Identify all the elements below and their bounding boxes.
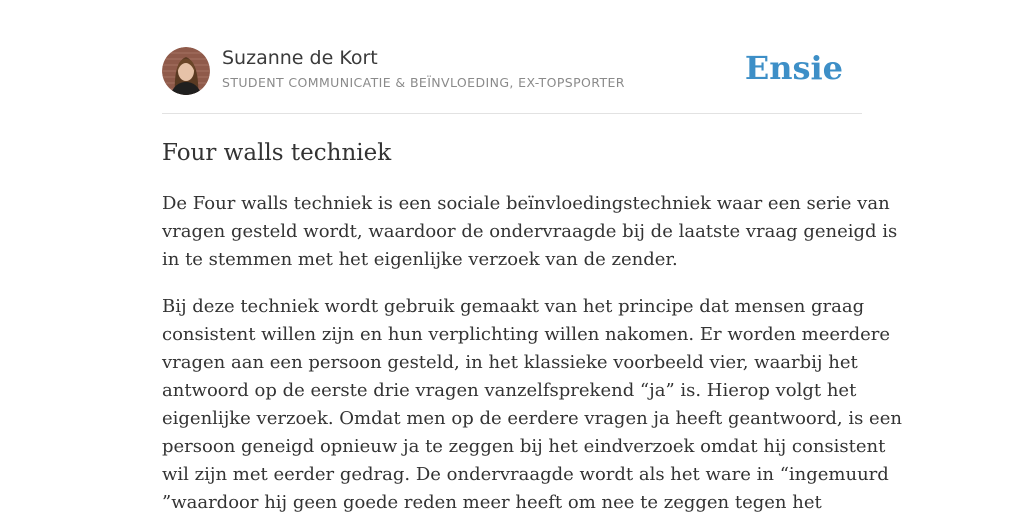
text-line: in te stemmen met het eigenlijke verzoek van de zender.: [162, 249, 678, 270]
text-line: persoon geneigd opnieuw ja te zeggen bij het eindverzoek omdat hij consistent: [162, 436, 886, 457]
article-title: Four walls techniek: [162, 140, 392, 166]
text-line: ”waardoor hij geen goede reden meer heeft om nee te zeggen tegen het: [162, 492, 822, 512]
ensie-logo[interactable]: Ensie: [744, 49, 843, 87]
author-name[interactable]: Suzanne de Kort: [222, 47, 378, 69]
article-body: [162, 190, 902, 512]
paragraph-2: [162, 293, 902, 512]
text-line: eigenlijke verzoek. Omdat men op de eerdere vragen ja heeft geantwoord, is een: [162, 408, 902, 429]
author-subtitle: STUDENT COMMUNICATIE & BEÏNVLOEDING, EX-TOPSPORTER: [222, 75, 625, 90]
text-line: vragen gesteld wordt, waardoor de ondervraagde bij de laatste vraag geneigd is: [162, 221, 898, 242]
text-line: consistent willen zijn en hun verplichting willen nakomen. Er worden meerdere: [162, 324, 891, 345]
text-line: Bij deze techniek wordt gebruik gemaakt van het principe dat mensen graag: [162, 296, 865, 317]
text-line: antwoord op de eerste drie vragen vanzelfsprekend “ja” is. Hierop volgt het: [162, 380, 857, 401]
text-line: wil zijn met eerder gedrag. De ondervraagde wordt als het ware in “ingemuurd: [162, 464, 889, 485]
paragraph-1: [162, 190, 898, 274]
text-line: vragen aan een persoon gesteld, in het klassieke voorbeeld vier, waarbij het: [162, 352, 858, 373]
header-divider: [162, 113, 862, 114]
author-header: [162, 46, 862, 96]
author-avatar[interactable]: [162, 47, 210, 95]
text-line: De Four walls techniek is een sociale beïnvloedingstechniek waar een serie van: [162, 193, 890, 214]
